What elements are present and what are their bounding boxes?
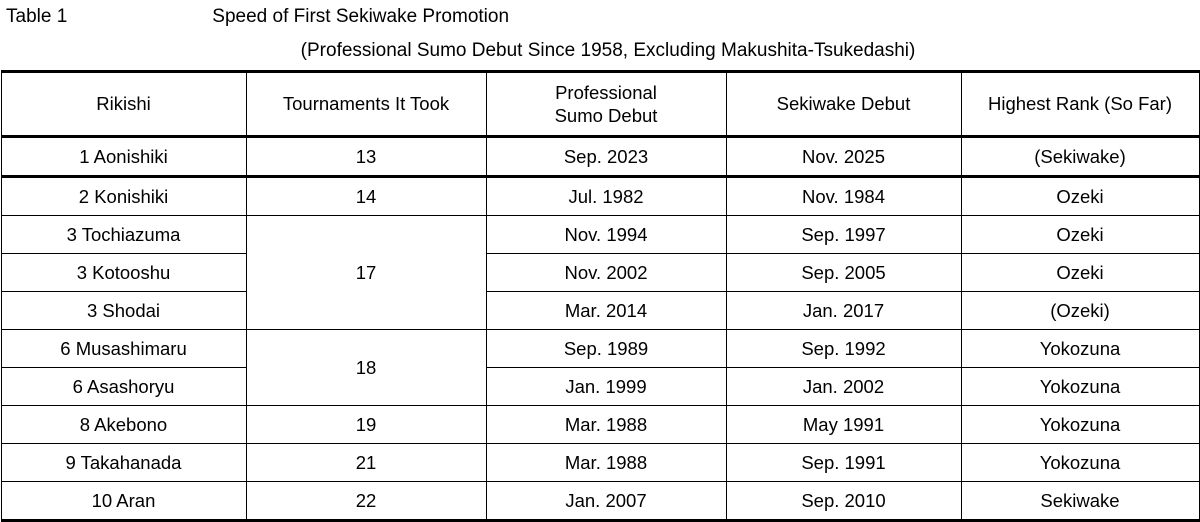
cell-tournaments: 22 xyxy=(246,482,486,521)
cell-tournaments: 13 xyxy=(246,137,486,177)
table-row xyxy=(1,292,1199,330)
cell-highest-rank: Ozeki xyxy=(961,177,1199,216)
cell-rikishi: 3 Tochiazuma xyxy=(1,216,246,254)
cell-highest-rank: Ozeki xyxy=(961,216,1199,254)
table-row xyxy=(1,177,1199,216)
table-row xyxy=(1,254,1199,292)
cell-rikishi: 2 Konishiki xyxy=(1,177,246,216)
table-row xyxy=(1,216,1199,254)
cell-tournaments: 14 xyxy=(246,177,486,216)
cell-rikishi: 6 Musashimaru xyxy=(1,330,246,368)
cell-rikishi: 9 Takahanada xyxy=(1,444,246,482)
cell-debut: Jan. 2007 xyxy=(486,482,726,521)
table-caption xyxy=(0,0,1200,34)
sekiwake-promotion-table xyxy=(1,70,1200,522)
cell-debut: Jul. 1982 xyxy=(486,177,726,216)
cell-debut: Mar. 1988 xyxy=(486,444,726,482)
cell-rikishi: 3 Shodai xyxy=(1,292,246,330)
table-body xyxy=(1,137,1199,521)
table-row xyxy=(1,406,1199,444)
cell-debut: Sep. 2023 xyxy=(486,137,726,177)
cell-tournaments: 19 xyxy=(246,406,486,444)
cell-sekiwake: Sep. 1997 xyxy=(726,216,961,254)
table-row xyxy=(1,330,1199,368)
table-caption-label: Table 1 xyxy=(6,6,68,27)
cell-sekiwake: Nov. 2025 xyxy=(726,137,961,177)
cell-tournaments: 21 xyxy=(246,444,486,482)
cell-sekiwake: Sep. 1992 xyxy=(726,330,961,368)
cell-debut: Nov. 1994 xyxy=(486,216,726,254)
table-caption-title: Speed of First Sekiwake Promotion xyxy=(212,6,510,27)
cell-highest-rank: Yokozuna xyxy=(961,444,1199,482)
cell-tournaments: 18 xyxy=(246,330,486,406)
table-row xyxy=(1,368,1199,406)
cell-sekiwake: May 1991 xyxy=(726,406,961,444)
table-caption-subtitle: (Professional Sumo Debut Since 1958, Excluding Makushita-Tsukedashi) xyxy=(300,40,916,61)
cell-tournaments: 17 xyxy=(246,216,486,330)
column-header-debut: Professional Sumo Debut xyxy=(486,72,726,137)
cell-debut: Mar. 1988 xyxy=(486,406,726,444)
column-header-rikishi: Rikishi xyxy=(1,72,246,137)
cell-rikishi: 10 Aran xyxy=(1,482,246,521)
column-header-tournaments: Tournaments It Took xyxy=(246,72,486,137)
table-header-row xyxy=(1,72,1199,137)
table-row xyxy=(1,444,1199,482)
cell-highest-rank: Sekiwake xyxy=(961,482,1199,521)
cell-sekiwake: Sep. 2005 xyxy=(726,254,961,292)
cell-sekiwake: Jan. 2002 xyxy=(726,368,961,406)
cell-debut: Sep. 1989 xyxy=(486,330,726,368)
cell-debut: Nov. 2002 xyxy=(486,254,726,292)
cell-highest-rank: Yokozuna xyxy=(961,330,1199,368)
cell-highest-rank: Ozeki xyxy=(961,254,1199,292)
table-header xyxy=(1,72,1199,137)
cell-sekiwake: Nov. 1984 xyxy=(726,177,961,216)
cell-rikishi: 8 Akebono xyxy=(1,406,246,444)
cell-debut: Mar. 2014 xyxy=(486,292,726,330)
cell-rikishi: 3 Kotooshu xyxy=(1,254,246,292)
cell-sekiwake: Jan. 2017 xyxy=(726,292,961,330)
cell-highest-rank: Yokozuna xyxy=(961,406,1199,444)
table-row xyxy=(1,137,1199,177)
cell-highest-rank: Yokozuna xyxy=(961,368,1199,406)
cell-rikishi: 6 Asashoryu xyxy=(1,368,246,406)
table-row xyxy=(1,482,1199,521)
cell-debut: Jan. 1999 xyxy=(486,368,726,406)
cell-sekiwake: Sep. 1991 xyxy=(726,444,961,482)
cell-rikishi: 1 Aonishiki xyxy=(1,137,246,177)
column-header-highest-rank: Highest Rank (So Far) xyxy=(961,72,1199,137)
cell-sekiwake: Sep. 2010 xyxy=(726,482,961,521)
column-header-sekiwake-debut: Sekiwake Debut xyxy=(726,72,961,137)
cell-highest-rank: (Ozeki) xyxy=(961,292,1199,330)
cell-highest-rank: (Sekiwake) xyxy=(961,137,1199,177)
